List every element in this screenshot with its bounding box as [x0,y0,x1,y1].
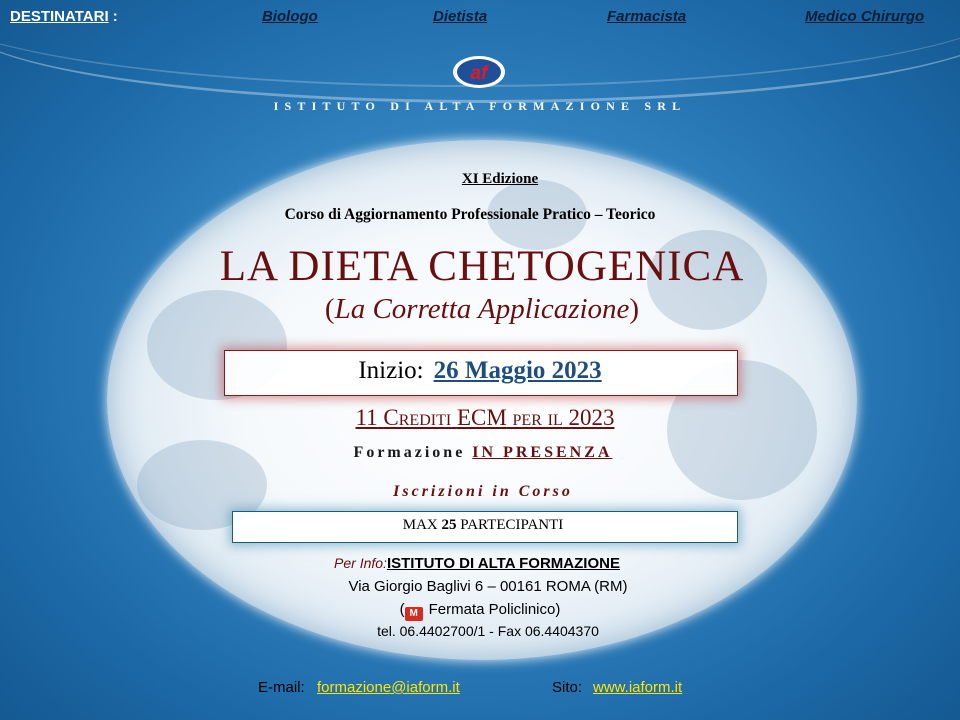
metro-stop: ( M Fermata Policlinico) [399,601,561,619]
max-participants: MAX 25 PARTECIPANTI [402,517,564,533]
edition: XI Edizione [461,171,539,187]
email-link[interactable]: formazione@iaform.it [317,679,460,696]
iaf-logo-icon [452,55,506,89]
destinatari-label: DESTINATARI : [10,8,118,25]
institute-name: ISTITUTO DI ALTA FORMAZIONE SRL [273,99,687,113]
training-format: Formazione IN PRESENZA [353,444,613,461]
metro-icon: M [405,607,423,621]
phone-fax: tel. 06.4402700/1 - Fax 06.4404370 [377,623,599,639]
ecm-credits: 11 Crediti ECM per il 2023 [355,405,615,430]
email-label: E-mail: [258,679,305,696]
start-date-link[interactable]: 26 Maggio 2023 [433,357,602,384]
page-title: LA DIETA CHETOGENICA [219,243,745,290]
target-audience-bar [0,0,960,30]
site-label: Sito: [552,679,583,696]
start-date: Inizio: 26 Maggio 2023 [358,357,602,384]
info-line: Per Info:ISTITUTO DI ALTA FORMAZIONE [334,555,620,572]
address: Via Giorgio Baglivi 6 – 00161 ROMA (RM) [348,578,628,595]
course-type: Corso di Aggiornamento Professionale Pratico – Teorico [284,206,656,223]
target-farmacista: Farmacista [607,8,687,25]
svg-text:af: af [470,63,488,84]
site-link[interactable]: www.iaform.it [593,679,683,696]
subtitle: (La Corretta Applicazione) [324,293,640,325]
registration-status: Iscrizioni in Corso [393,483,573,500]
target-medico-chirurgo: Medico Chirurgo [805,8,925,25]
target-biologo: Biologo [262,8,318,25]
target-dietista: Dietista [433,8,488,25]
